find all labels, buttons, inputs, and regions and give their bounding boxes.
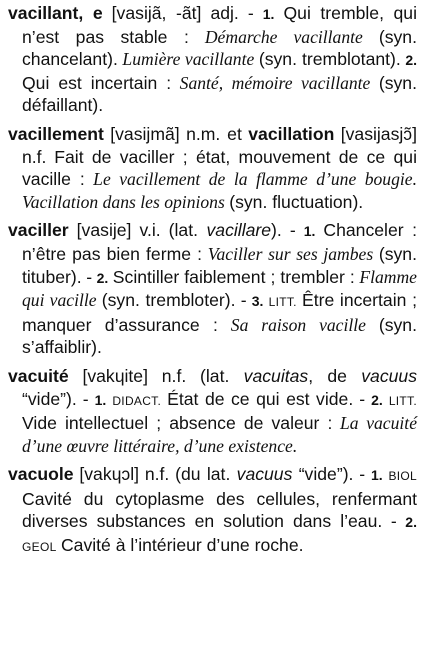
sense-number: 3.	[251, 293, 264, 310]
etymology: (lat. vacillare).	[168, 220, 282, 241]
synonym: (syn. chancelant).	[22, 26, 417, 70]
part-of-speech: v.i.	[139, 220, 161, 241]
part-of-speech: n.f.	[22, 146, 47, 167]
sense-number: 1.	[94, 391, 107, 408]
synonym: (syn. tremblotant).	[258, 49, 401, 70]
headword: vacillant, e	[8, 3, 103, 23]
entry-vacuite: vacuité [vakɥite] n.f. (lat. vacuitas, de vacuus “vide”). - 1. DIDACT. État de ce qui est vide. - 2. LITT. Vide intellectuel ; absence de valeur : La vacuité d’une œuvre littéraire, d’une existence.	[8, 365, 418, 456]
example: Lumière vacillante	[122, 49, 255, 70]
definition: Chanceler : n’être pas bien ferme :	[22, 220, 417, 264]
synonym: (syn. tituber).	[22, 243, 417, 287]
etymon: vacuus	[361, 365, 417, 386]
sense-number: 2.	[96, 269, 109, 286]
part-of-speech: n.m. et	[186, 123, 242, 144]
etymon: vacuitas	[243, 365, 309, 386]
pronunciation: [vasijmã]	[110, 123, 180, 144]
entry-vaciller: vaciller [vasije] v.i. (lat. vacillare). - 1. Chanceler : n’être pas bien ferme : Vaciller sur ses jambes (syn. tituber). - 2. Scintiller faiblement ; trembler : Flamme qui vacille (syn. trembloter). - 3. LITT. Être incertain ; manquer d’assurance : Sa raison vacille (syn. s’affaiblir).	[8, 220, 417, 358]
etymology: (du lat. vacuus “vide”).	[175, 464, 354, 485]
example: Le vacillement de la flamme d’une bougie. Vacillation dans les opinions	[22, 169, 417, 212]
sense-number: 2.	[371, 391, 383, 408]
entry-vacillant: vacillant, e [vasijã, -ãt] adj. - 1. Qui tremble, qui n’est pas stable : Démarche vacillante (syn. chancelant). Lumière vacillante (syn. tremblotant). 2. Qui est incertain : Santé, mémoire vacillante (syn. défaillant).	[8, 3, 418, 116]
part-of-speech: adj.	[210, 3, 239, 23]
sense-number: 2.	[405, 514, 417, 531]
usage-label: LITT.	[388, 393, 417, 408]
pronunciation: [vasijasjɔ̃]	[340, 123, 417, 144]
pronunciation: [vasije]	[76, 220, 132, 241]
definition: Être incertain ; manquer d’assurance :	[22, 290, 417, 335]
example: Santé, mémoire vacillante	[179, 72, 371, 93]
example: Sa raison vacille	[230, 314, 366, 335]
definition: Fait de vaciller ; état, mouvement de ce qui vacille :	[22, 146, 417, 190]
etymon: vacillare	[206, 220, 272, 241]
definition: Qui tremble, qui n’est pas stable :	[22, 3, 417, 47]
example: La vacuité d’une œuvre littéraire, d’une existence.	[22, 413, 418, 456]
pronunciation: [vakɥite]	[82, 365, 148, 386]
part-of-speech: n.f.	[144, 464, 170, 485]
headword: vaciller	[8, 220, 69, 241]
entry-vacuole: vacuole [vakɥɔl] n.f. (du lat. vacuus “vide”). - 1. BIOL Cavité du cytoplasme des cellules, renfermant diverses substances en solution dans l’eau. - 2. GEOL Cavité à l’intérieur d’une roche.	[8, 464, 418, 556]
part-of-speech: n.f.	[161, 365, 187, 386]
sense-number: 1.	[303, 223, 316, 240]
usage-label: BIOL	[388, 469, 418, 484]
definition: Cavité du cytoplasme des cellules, renfermant diverses substances en solution dans l’eau.	[22, 488, 417, 532]
sense-number: 1.	[262, 6, 275, 22]
example: Flamme qui vacille	[22, 266, 417, 311]
sense-number: 2.	[405, 52, 418, 69]
example: Démarche vacillante	[204, 26, 363, 47]
etymon: vacuus	[236, 464, 293, 485]
definition: État de ce qui est vide.	[167, 388, 354, 409]
headword: vacuole	[8, 464, 74, 485]
etymology: (lat. vacuitas, de vacuus “vide”).	[22, 365, 417, 409]
usage-label: LITT.	[268, 295, 297, 310]
sense-number: 1.	[370, 467, 383, 484]
pronunciation: [vakɥɔl]	[79, 464, 140, 485]
synonym: (syn. s’affaiblir).	[22, 314, 417, 358]
synonym: (syn. trembloter).	[101, 290, 236, 311]
headword-variant: vacillation	[248, 123, 335, 144]
definition: Scintiller faiblement ; trembler :	[112, 266, 355, 287]
entry-vacillement	[8, 123, 417, 213]
synonym: (syn. fluctuation).	[229, 191, 364, 212]
example: Vaciller sur ses jambes	[207, 243, 374, 264]
pronunciation: [vasijã, -ãt]	[111, 3, 202, 23]
synonym: (syn. défaillant).	[22, 72, 417, 116]
headword: vacuité	[8, 365, 69, 386]
definition: Cavité à l’intérieur d’une roche.	[60, 535, 304, 556]
usage-label: GEOL	[22, 540, 57, 555]
usage-label: DIDACT.	[112, 393, 162, 408]
definition: Qui est incertain :	[22, 72, 172, 93]
headword: vacillement	[8, 123, 104, 144]
definition: Vide intellectuel ; absence de valeur :	[22, 413, 333, 434]
